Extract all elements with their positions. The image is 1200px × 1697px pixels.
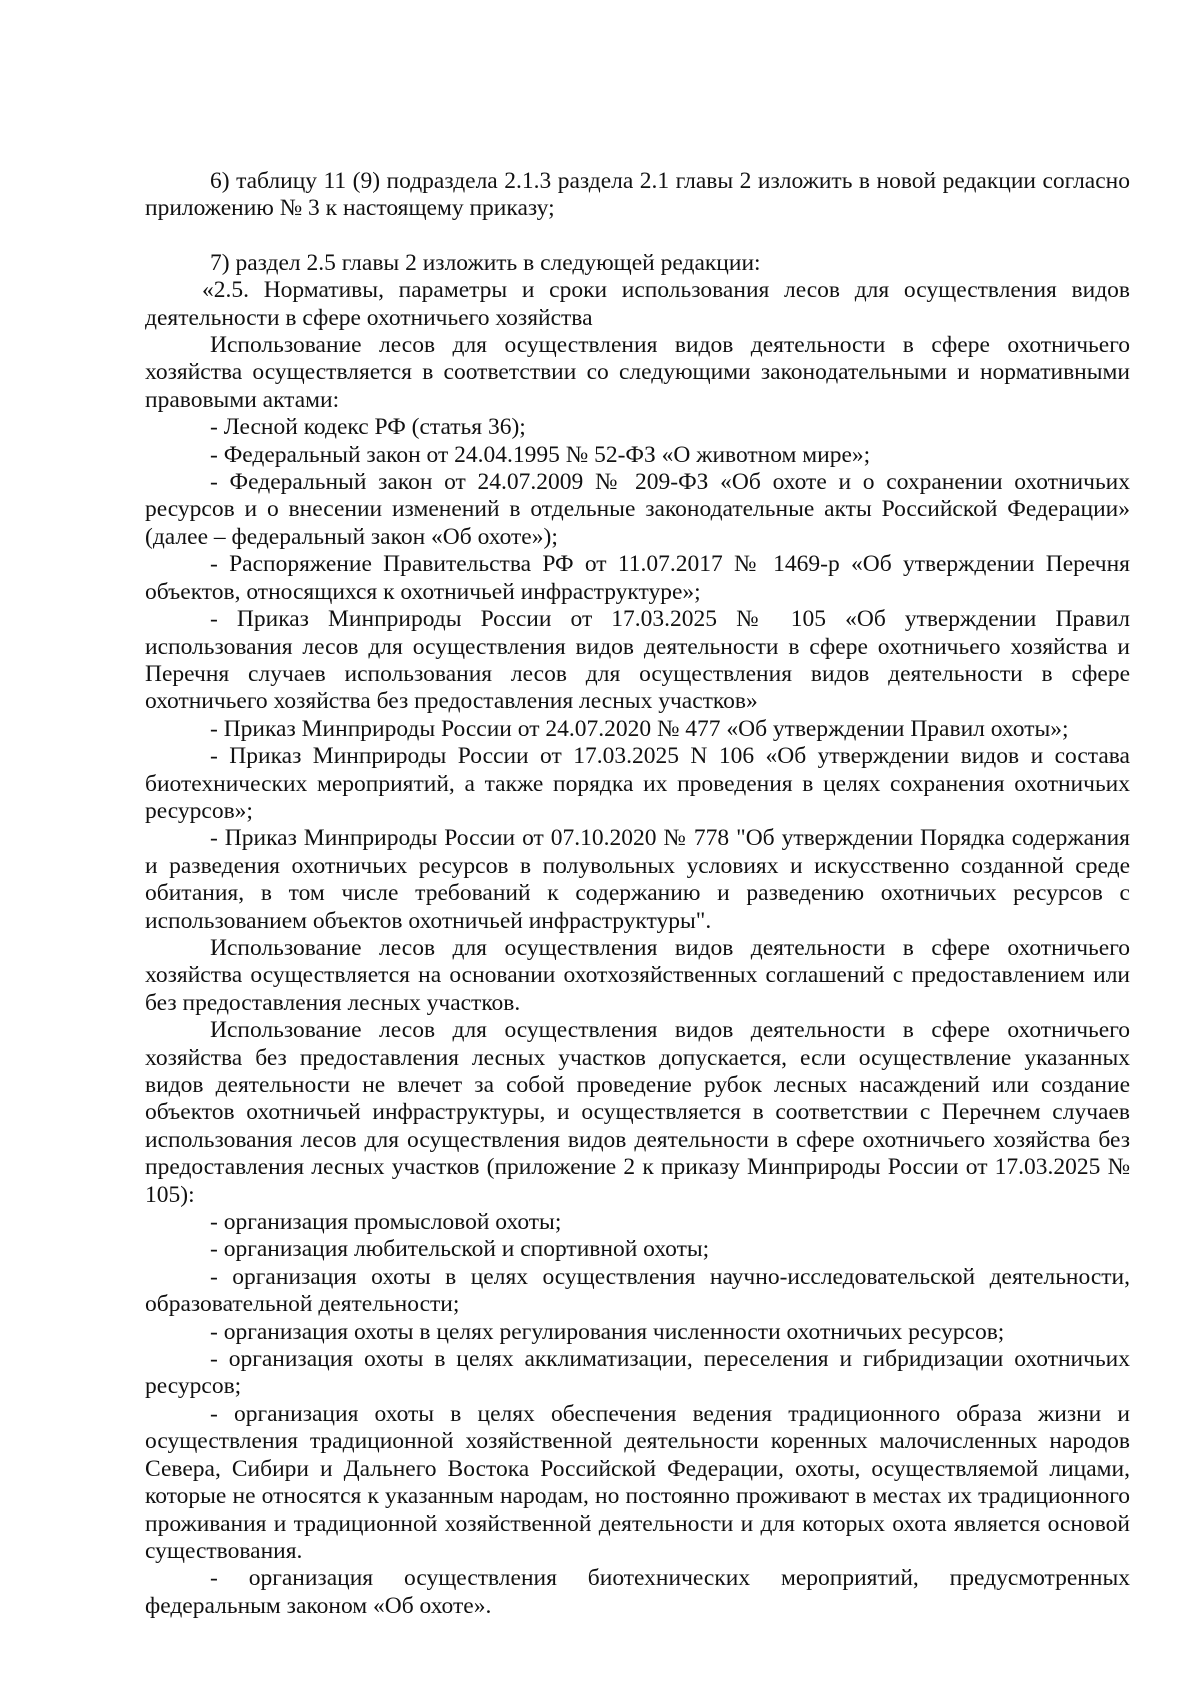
item-7-paragraph: 7) раздел 2.5 главы 2 изложить в следующей редакции: <box>210 249 761 276</box>
act-item: - Распоряжение Правительства РФ от 11.07.2017 № 1469-р «Об утверждении Перечня объектов, относящихся к охотничьей инфраструктуре»; <box>145 551 1130 605</box>
case-item: - организация любительской и спортивной охоты; <box>210 1236 710 1263</box>
without-plots-paragraph: Использование лесов для осуществления видов деятельности в сфере охотничьего хозяйства без предоставления лесных участков допускается, если осуществление указанных видов деятельности не влечет за собой проведение рубок лесных насаждений или создание объектов охотничьей инфраструктуры, и осуществляется в соответствии с Перечнем случаев использования лесов для осуществления видов деятельности в сфере охотничьего хозяйства без предоставления лесных участков (приложение 2 к приказу Минприроды России от 17.03.2025 № 105): <box>145 1017 1130 1208</box>
act-item: - Федеральный закон от 24.07.2009 № 209-ФЗ «Об охоте и о сохранении охотничьих ресурсов и о внесении изменений в отдельные законодательные акты Российской Федерации» (далее – федеральный закон «Об охоте»); <box>145 469 1130 550</box>
document-page <box>145 168 1130 1620</box>
case-item: - организация осуществления биотехнических мероприятий, предусмотренных федеральным законом «Об охоте». <box>145 1565 1130 1619</box>
act-item: - Приказ Минприроды России от 17.03.2025 N 106 «Об утверждении видов и состава биотехнических мероприятий, а также порядка их проведения в целях сохранения охотничьих ресурсов»; <box>145 743 1130 824</box>
paragraph-gap <box>145 223 1130 250</box>
case-item: - организация охоты в целях осуществления научно-исследовательской деятельности, образовательной деятельности; <box>145 1263 1130 1318</box>
section-title: «2.5. Нормативы, параметры и сроки использования лесов для осуществления видов деятельности в сфере охотничьего хозяйства <box>145 277 1130 331</box>
act-item: - Федеральный закон от 24.04.1995 № 52-ФЗ «О животном мире»; <box>210 441 871 468</box>
act-item: - Приказ Минприроды России от 17.03.2025 № 105 «Об утверждении Правил использования лесов для осуществления видов деятельности в сфере охотничьего хозяйства и Перечня случаев использования лесов для осуществления видов деятельности в сфере охотничьего хозяйства без предоставления лесных участков» <box>145 606 1130 715</box>
basis-paragraph: Использование лесов для осуществления видов деятельности в сфере охотничьего хозяйства осуществляется на основании охотхозяйственных соглашений с предоставлением или без предоставления лесных участков. <box>145 934 1130 1016</box>
act-item: - Приказ Минприроды России от 07.10.2020 № 778 "Об утверждении Порядка содержания и разведения охотничьих ресурсов в полувольных условиях и искусственно созданной среде обитания, в том числе требований к содержанию и разведению охотничьих ресурсов с использованием объектов охотничьей инфраструктуры". <box>145 825 1130 934</box>
case-item: - организация охоты в целях обеспечения ведения традиционного образа жизни и осуществления традиционной хозяйственной деятельности коренных малочисленных народов Севера, Сибири и Дальнего Востока Российской Федерации, охоты, осуществляемой лицами, которые не относятся к указанным народам, но постоянно проживают в местах их традиционного проживания и традиционной хозяйственной деятельности и для которых охота является основой существования. <box>145 1400 1130 1564</box>
case-item: - организация охоты в целях регулирования численности охотничьих ресурсов; <box>210 1318 1005 1345</box>
case-item: - организация промысловой охоты; <box>210 1209 562 1236</box>
case-item: - организация охоты в целях акклиматизации, переселения и гибридизации охотничьих ресурсов; <box>145 1346 1130 1400</box>
act-item: - Приказ Минприроды России от 24.07.2020 № 477 «Об утверждении Правил охоты»; <box>210 715 1069 742</box>
item-6-paragraph: 6) таблицу 11 (9) подраздела 2.1.3 раздела 2.1 главы 2 изложить в новой редакции согласно приложению № 3 к настоящему приказу; <box>145 168 1130 222</box>
intro-paragraph: Использование лесов для осуществления видов деятельности в сфере охотничьего хозяйства осуществляется в соответствии со следующими законодательными и нормативными правовыми актами: <box>145 332 1130 413</box>
act-item: - Лесной кодекс РФ (статья 36); <box>210 414 526 441</box>
